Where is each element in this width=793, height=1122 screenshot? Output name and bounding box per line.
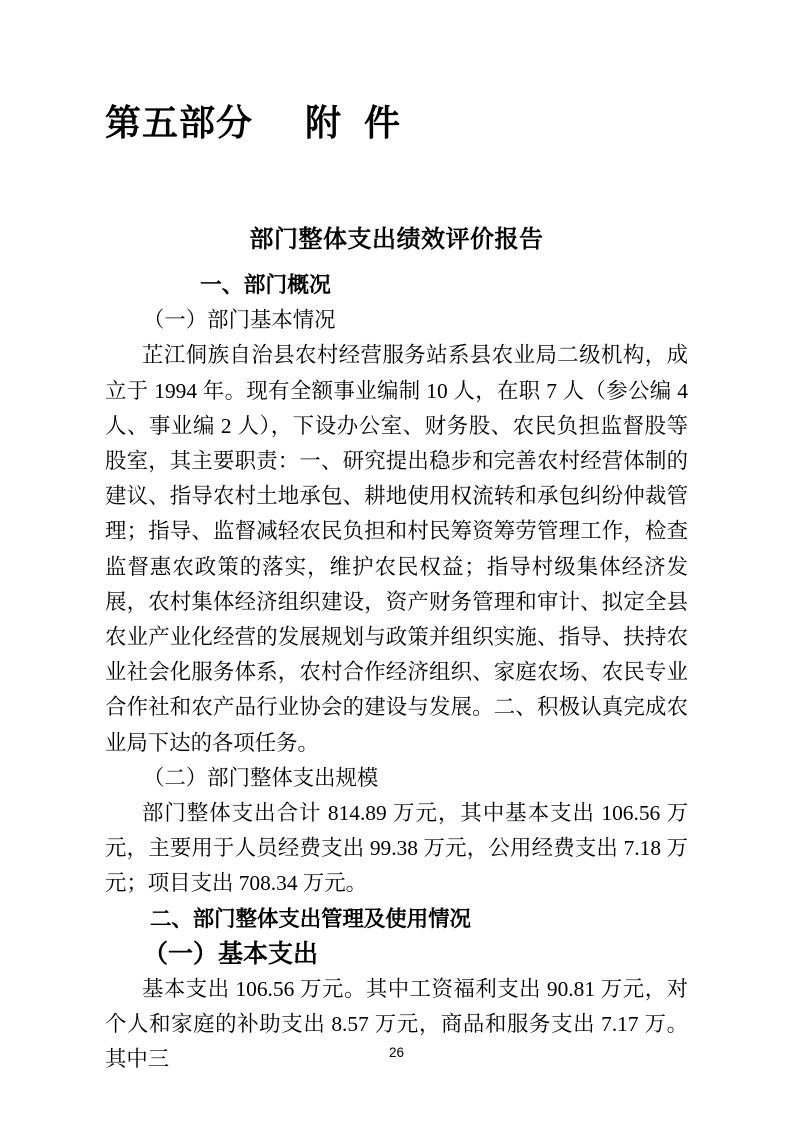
part-title — [105, 0, 688, 146]
section2-sub1-heading: （一）基本支出 — [143, 940, 319, 968]
section1-sub2-paragraph: 部门整体支出合计 814.89 万元，其中基本支出 106.56 万元，主要用于人员经费支出 99.38 万元，公用经费支出 7.18 万元；项目支出 708.34 万元。 — [105, 801, 688, 896]
part-title-number: 第五部分 — [105, 103, 254, 143]
part-title-text: 附 件 — [305, 103, 402, 143]
section2-heading: 二、部门整体支出管理及使用情况 — [150, 906, 471, 931]
report-title: 部门整体支出绩效评价报告 — [249, 227, 544, 253]
section2-sub1-paragraph: 基本支出 106.56 万元。其中工资福利支出 90.81 万元，对个人和家庭的补助支出 8.57 万元，商品和服务支出 7.17 万。其中三 — [105, 977, 688, 1072]
section1-sub2-heading: （二）部门整体支出规模 — [143, 765, 379, 790]
section1-sub1-heading: （一）部门基本情况 — [143, 308, 336, 333]
section1-sub1-paragraph: 芷江侗族自治县农村经营服务站系县农业局二级机构，成立于 1994 年。现有全额事业编制 10 人，在职 7 人（参公编 4 人、事业编 2 人），下设办公室、财务股、农民负担监督股等股室，其主要职责：一、研究提出稳步和完善农村经营体制的建议、指导农村土地承包、耕地使用权流转和承包纠纷仲裁管理；指导、监督减轻农民负担和村民筹资筹劳管理工作，检查监督惠农政策的落实，维护农民权益；指导村级集体经济发展，农村集体经济组织建设，资产财务管理和审计、拟定全县农业产业化经营的发展规划与政策并组织实施、指导、扶持农业社会化服务体系，农村合作经济组织、家庭农场、农民专业合作社和农产品行业协会的建设与发展。二、积极认真完成农业局下达的各项任务。 — [105, 343, 688, 755]
report-body — [105, 268, 688, 1078]
page-content — [105, 0, 688, 1078]
section1-heading: 一、部门概况 — [200, 273, 331, 297]
page-number: 26 — [388, 1045, 405, 1060]
